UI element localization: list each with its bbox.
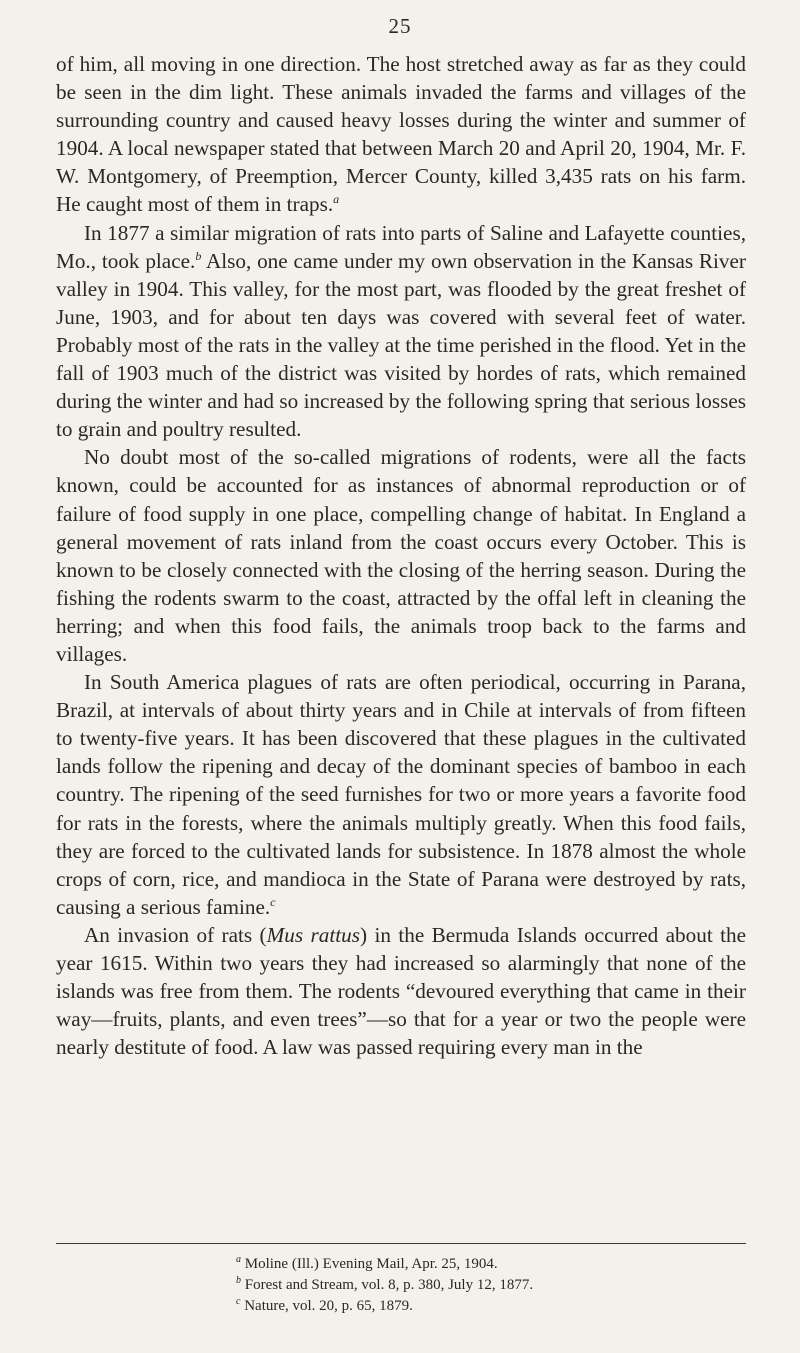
paragraph-text: No doubt most of the so-called migrations of rodents, were all the facts known, could be accounted for as instances of abnormal reproduction or of failure of food supply in one place, compelling change of habitat. In England a general movement of rats inland from the coast occurs every October. This is known to be closely connected with the closing of the herring season. During the fishing the rodents swarm to the coast, attracted by the offal left in cleaning the herring; and when this food fails, the animals troop back to the farms and villages.	[56, 445, 746, 666]
paragraph	[56, 668, 746, 921]
footnote-b	[236, 1275, 756, 1296]
footnote-c	[236, 1296, 756, 1317]
footnote-ref-a[interactable]: a	[333, 192, 340, 207]
paragraph-text: of him, all moving in one direction. The host stretched away as far as they could be seen in the dim light. These animals invaded the farms and villages of the surrounding country and caused heavy losses during the winter and summer of 1904. A local newspaper stated that between March 20 and April 20, 1904, Mr. F. W. Montgomery, of Preemption, Mercer County, killed 3,435 rats on his farm. He caught most of them in traps.	[56, 52, 746, 217]
footnote-ref-c[interactable]: c	[270, 894, 276, 909]
footnote-mark: c	[236, 1296, 241, 1307]
paragraph	[56, 921, 746, 1061]
footnote-text: Moline (Ill.) Evening Mail, Apr. 25, 1904.	[244, 1256, 498, 1272]
paragraph	[56, 219, 746, 444]
paragraph	[56, 50, 746, 219]
footnotes	[236, 1254, 756, 1317]
species-name: Mus rattus	[266, 922, 360, 947]
footnote-text: Nature, vol. 20, p. 65, 1879.	[244, 1298, 413, 1314]
footnote-a	[236, 1254, 756, 1275]
paragraph-text: In South America plagues of rats are often periodical, occurring in Parana, Brazil, at intervals of about thirty years and in Chile at intervals of from fifteen to twenty-five years. It has been discovered that these plagues in the cultivated lands follow the ripening and decay of the dominant species of bamboo in each country. The ripening of the seed furnishes for two or more years a favorite food for rats in the forests, where the animals multiply greatly. When this food fails, they are forced to the cultivated lands for subsistence. In 1878 almost the whole crops of corn, rice, and mandioca in the State of Parana were destroyed by rats, causing a serious famine.	[56, 670, 746, 919]
paragraph-text: Also, one came under my own observation in the Kansas River valley in 1904. This valley, for the most part, was flooded by the great freshet of June, 1903, and for about ten days was covered with several feet of water. Probably most of the rats in the valley at the time perished in the flood. Yet in the fall of 1903 much of the district was visited by hordes of rats, which remained during the winter and had so increased by the following spring that serious losses to grain and poultry resulted.	[56, 248, 746, 442]
footnote-ref-b[interactable]: b	[195, 248, 202, 263]
paragraph	[56, 443, 746, 668]
body-text	[56, 50, 746, 1061]
footnote-mark: a	[236, 1254, 241, 1265]
footnote-divider	[56, 1243, 746, 1244]
footnote-text: Forest and Stream, vol. 8, p. 380, July 12, 1877.	[244, 1277, 534, 1293]
page-number: 25	[388, 14, 412, 38]
paragraph-text: ) in the Bermuda Islands occurred about the year 1615. Within two years they had increased so alarmingly that none of the islands was free from them. The rodents “devoured everything that came in their way—fruits, plants, and even trees”—so that for a year or two the people were nearly destitute of food. A law was passed requiring every man in the	[56, 922, 746, 1060]
paragraph-text: An invasion of rats (	[84, 922, 267, 947]
footnote-mark: b	[236, 1275, 241, 1286]
paragraph-text: In 1877 a similar migration of rats into parts of Saline and Lafayette counties, Mo., took place.	[56, 220, 746, 273]
